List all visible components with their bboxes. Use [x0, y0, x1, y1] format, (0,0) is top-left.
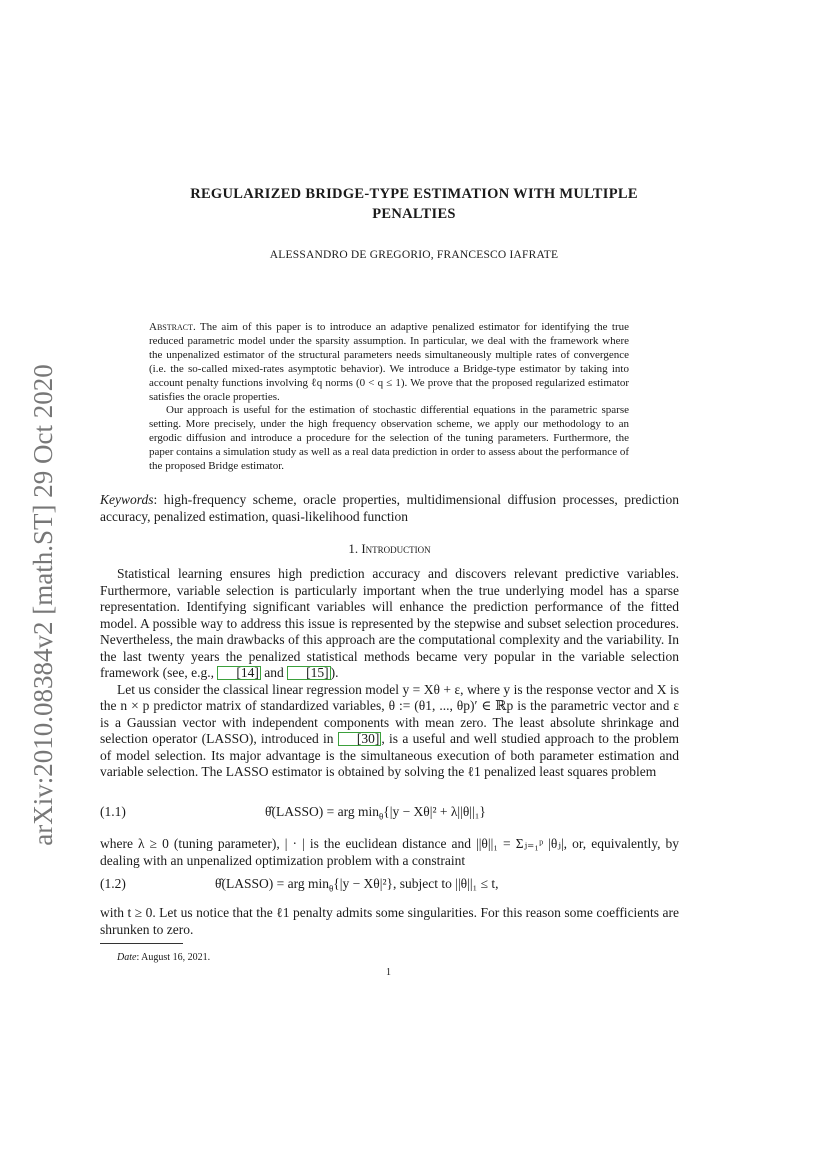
citation-30[interactable]: [30]	[338, 732, 382, 746]
eq2-lhs: θ̂(LASSO) = arg min	[215, 876, 329, 891]
intro-paragraph-2	[100, 682, 679, 781]
equation-1-1	[100, 804, 679, 826]
section-title: Introduction	[361, 541, 431, 556]
equation-1-1-expression	[265, 804, 486, 822]
constraint-text	[100, 836, 679, 869]
between-text: where λ ≥ 0 (tuning parameter), | · | is the euclidean distance and ||θ||₁ = Σⱼ₌₁ᵖ |θⱼ|, or, equivalently, by dealing with an unpenalized optimization problem with a constraint	[100, 836, 679, 868]
authors: ALESSANDRO DE GREGORIO, FRANCESCO IAFRATE	[269, 249, 559, 261]
intro-p2-b: , is a useful and well studied approach to the problem of model selection. Its major advantage is the simultaneous execution of both parameter estimation and variable selection. The LASSO estimator is obtained by solving the ℓ1 penalized least squares problem	[100, 731, 679, 779]
equation-1-2	[100, 876, 679, 898]
after-equation-text	[100, 905, 679, 938]
eq1-sub: θ	[378, 811, 384, 822]
footnote-date	[117, 952, 210, 963]
page-number: 1	[386, 967, 391, 978]
section-heading	[100, 541, 679, 557]
equation-number-1-1: (1.1)	[100, 804, 126, 819]
intro-body	[100, 566, 679, 781]
equation-number-1-2: (1.2)	[100, 876, 126, 891]
paper-title	[120, 184, 708, 224]
keywords-label: Keywords	[100, 492, 154, 507]
section-number: 1.	[348, 541, 359, 556]
intro-p1-end: ).	[330, 665, 339, 680]
eq1-rhs: {|y − Xθ|² + λ||θ||₁}	[383, 804, 486, 819]
footnote-rule	[100, 943, 183, 944]
footnote-label: Date	[117, 952, 137, 963]
arxiv-identifier: arXiv:2010.08384v2 [math.ST] 29 Oct 2020	[28, 364, 58, 846]
intro-and: and	[264, 665, 284, 680]
abstract	[149, 321, 629, 474]
eq2-sub: θ	[328, 883, 334, 894]
abstract-label: Abstract.	[149, 321, 196, 333]
abstract-text-1: The aim of this paper is to introduce an adaptive penalized estimator for identifying the true reduced parametric model under the sparsity assumption. In particular, we deal with the framework where the unpenalized estimator of the structural parameters needs simultaneously multiple rates of convergence (i.e. the so-called mixed-rates asymptotic behavior). We introduce a Bridge-type estimator by taking into account penalty functions involving ℓq norms (0 < q ≤ 1). We prove that the proposed regularized estimator satisfies the oracle properties.	[149, 321, 629, 403]
abstract-paragraph-1	[149, 321, 629, 404]
intro-paragraph-1	[100, 566, 679, 682]
equation-1-2-expression	[215, 876, 499, 894]
keywords-text: : high-frequency scheme, oracle properties, multidimensional diffusion processes, prediction accuracy, penalized estimation, quasi-likelihood function	[100, 492, 679, 524]
abstract-paragraph-2: Our approach is useful for the estimation of stochastic differential equations in the parametric sparse setting. More precisely, under the high frequency observation scheme, we apply our methodology to an ergodic diffusion and introduce a procedure for the selection of the tuning parameters. Furthermore, the paper contains a simulation study as well as a real data prediction in order to assess about the performance of the proposed Bridge estimator.	[149, 404, 629, 473]
title-line-1: REGULARIZED BRIDGE-TYPE ESTIMATION WITH MULTIPLE	[190, 186, 638, 202]
intro-p1-text: Statistical learning ensures high prediction accuracy and discovers relevant predictive variables. Furthermore, variable selection is particularly important when the true underlying model has a sparse representation. Identifying significant variables will enhance the prediction performance of the fitted model. A possible way to address this issue is represented by the stepwise and subset selection procedures. Nevertheless, the main drawbacks of this approach are the computational complexity and the variability. In the last twenty years the penalized statistical methods became very popular in the variable selection framework (see, e.g.,	[100, 566, 679, 680]
title-line-2: PENALTIES	[372, 206, 456, 222]
keywords	[100, 492, 679, 525]
footnote-text: : August 16, 2021.	[136, 952, 211, 963]
after-text: with t ≥ 0. Let us notice that the ℓ1 penalty admits some singularities. For this reason some coefficients are shrunken to zero.	[100, 905, 679, 937]
intro-p2-a: Let us consider the classical linear regression model y = Xθ + ε, where y is the response vector and X is the n × p predictor matrix of standardized variables, θ := (θ1, ..., θp)′ ∈ ℝp is the parametric vector and ε is a Gaussian vector with independent components with mean zero. The least absolute shrinkage and selection operator (LASSO), introduced in	[100, 681, 679, 746]
citation-14[interactable]: [14]	[217, 666, 261, 680]
citation-15[interactable]: [15]	[287, 666, 331, 680]
eq2-rhs: {|y − Xθ|²}, subject to ||θ||₁ ≤ t,	[333, 876, 499, 891]
eq1-lhs: θ̂(LASSO) = arg min	[265, 804, 379, 819]
